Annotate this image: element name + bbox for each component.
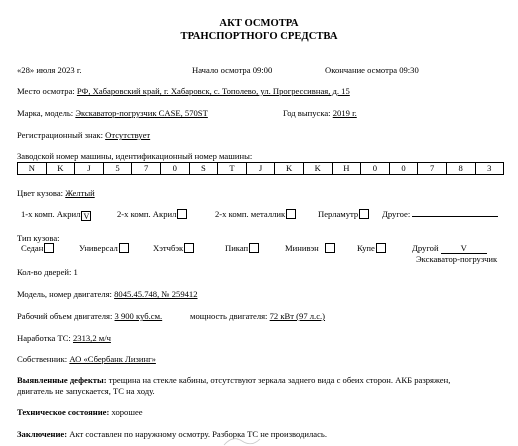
hours-value: 2313,2 м/ч bbox=[72, 333, 111, 343]
tech-row bbox=[17, 407, 143, 417]
paint-checkbox[interactable] bbox=[359, 209, 369, 219]
vin-cell: K bbox=[304, 163, 333, 174]
paint-checkbox[interactable] bbox=[177, 209, 187, 219]
vin-cell: K bbox=[275, 163, 304, 174]
place-label: Место осмотра: bbox=[17, 86, 75, 96]
defects-line2: двигатель не запускается, ТС на ходу. bbox=[17, 386, 155, 396]
conclusion-row bbox=[17, 429, 327, 439]
vin-cell: 7 bbox=[132, 163, 161, 174]
paint-other: Другое: bbox=[382, 209, 498, 219]
defects-line1: трещина на стекле кабины, отсутствуют зеркала заднего вида с обеих сторон. АКБ разряжен, bbox=[108, 375, 451, 385]
vin-cell: 5 bbox=[104, 163, 133, 174]
tech-value: хорошее bbox=[111, 407, 143, 417]
vin-cell: 0 bbox=[361, 163, 390, 174]
volume-label: Рабочий объем двигателя: bbox=[17, 311, 113, 321]
vin-cell: 7 bbox=[418, 163, 447, 174]
body-type-minivan: Минивэн bbox=[285, 243, 335, 253]
body-checkbox[interactable] bbox=[184, 243, 194, 253]
body-type-other: Другой V bbox=[412, 243, 487, 254]
body-checkbox[interactable] bbox=[44, 243, 54, 253]
signature-stroke bbox=[222, 436, 262, 446]
vin-cell: 0 bbox=[390, 163, 419, 174]
doc-title-line1: АКТ ОСМОТРА bbox=[219, 18, 299, 29]
owner-label: Собственник: bbox=[17, 354, 68, 364]
paint-checkbox[interactable]: V bbox=[81, 211, 91, 221]
vin-cell: S bbox=[190, 163, 219, 174]
body-other-mark[interactable]: V bbox=[441, 243, 487, 254]
vin-cell: J bbox=[75, 163, 104, 174]
body-type-pickup: Пикап bbox=[225, 243, 259, 253]
vin-grid bbox=[17, 162, 504, 175]
body-type-hatchback: Хэтчбэк bbox=[153, 243, 194, 253]
body-checkbox[interactable] bbox=[376, 243, 386, 253]
body-type-wagon: Универсал bbox=[79, 243, 129, 253]
body-type-label: Тип кузова: bbox=[17, 233, 60, 243]
volume-row bbox=[17, 311, 162, 321]
power-row bbox=[190, 311, 325, 321]
paint-option-acryl-2: 2-х комп. Акрил bbox=[117, 209, 187, 219]
owner-row bbox=[17, 354, 156, 364]
hours-label: Наработка ТС: bbox=[17, 333, 71, 343]
reg-row bbox=[17, 130, 150, 140]
doors-count: Кол-во дверей: 1 bbox=[17, 267, 78, 277]
color-row bbox=[17, 188, 95, 198]
inspection-end: Окончание осмотра 09:30 bbox=[325, 65, 419, 75]
vin-cell: 0 bbox=[161, 163, 190, 174]
place-value: РФ, Хабаровский край, г. Хабаровск, с. Тополево, ул. Прогрессивная, д. 15 bbox=[76, 86, 350, 96]
model-label: Марка, модель: bbox=[17, 108, 74, 118]
color-value: Желтый bbox=[65, 188, 95, 198]
defects-row bbox=[17, 375, 450, 385]
inspection-date: «28» июля 2023 г. bbox=[17, 65, 82, 75]
paint-other-blank[interactable] bbox=[412, 216, 498, 217]
paint-option-acryl-1: 1-х комп. Акрил V bbox=[21, 209, 91, 221]
hours-row bbox=[17, 333, 111, 343]
paint-option-pearl: Перламутр bbox=[318, 209, 369, 219]
vin-cell: H bbox=[333, 163, 362, 174]
model-row bbox=[17, 108, 208, 118]
inspection-start: Начало осмотра 09:00 bbox=[192, 65, 273, 75]
paint-option-metallic: 2-х комп. металлик bbox=[215, 209, 296, 219]
doc-title-line2: ТРАНСПОРТНОГО СРЕДСТВА bbox=[180, 31, 338, 42]
power-label: мощность двигателя: bbox=[190, 311, 268, 321]
defects-label: Выявленные дефекты: bbox=[17, 375, 107, 385]
body-checkbox[interactable] bbox=[249, 243, 259, 253]
tech-label: Техническое состояние: bbox=[17, 407, 110, 417]
color-label: Цвет кузова: bbox=[17, 188, 64, 198]
conclusion-value: Акт составлен по наружному осмотру. Разборка ТС не производилась. bbox=[69, 429, 327, 439]
body-other-value: Экскаватор-погрузчик bbox=[416, 254, 498, 264]
volume-value: 3 900 куб.см. bbox=[114, 311, 163, 321]
year-row bbox=[283, 108, 357, 118]
reg-value: Отсутствует bbox=[105, 130, 151, 140]
year-label: Год выпуска: bbox=[283, 108, 331, 118]
model-value: Экскаватор-погрузчик CASE, 570ST bbox=[75, 108, 208, 118]
vin-cell: T bbox=[218, 163, 247, 174]
vin-cell: N bbox=[18, 163, 47, 174]
body-type-coupe: Купе bbox=[357, 243, 386, 253]
vin-label: Заводской номер машины, идентификационный номер машины: bbox=[17, 151, 253, 161]
engine-value: 8045.45.748, № 259412 bbox=[114, 289, 198, 299]
paint-checkbox[interactable] bbox=[286, 209, 296, 219]
place-row bbox=[17, 86, 350, 96]
year-value: 2019 г. bbox=[332, 108, 357, 118]
vin-cell: J bbox=[247, 163, 276, 174]
conclusion-label: Заключение: bbox=[17, 429, 68, 439]
vin-cell: K bbox=[47, 163, 76, 174]
engine-label: Модель, номер двигателя: bbox=[17, 289, 112, 299]
owner-value: АО «Сбербанк Лизинг» bbox=[69, 354, 156, 364]
vin-cell: 3 bbox=[487, 163, 492, 173]
engine-row bbox=[17, 289, 198, 299]
vin-cell: 8 bbox=[447, 163, 476, 174]
reg-label: Регистрационный знак: bbox=[17, 130, 103, 140]
body-checkbox[interactable] bbox=[119, 243, 129, 253]
body-checkbox[interactable] bbox=[325, 243, 335, 253]
body-type-sedan: Седан bbox=[21, 243, 54, 253]
power-value: 72 кВт (97 л.с.) bbox=[269, 311, 326, 321]
